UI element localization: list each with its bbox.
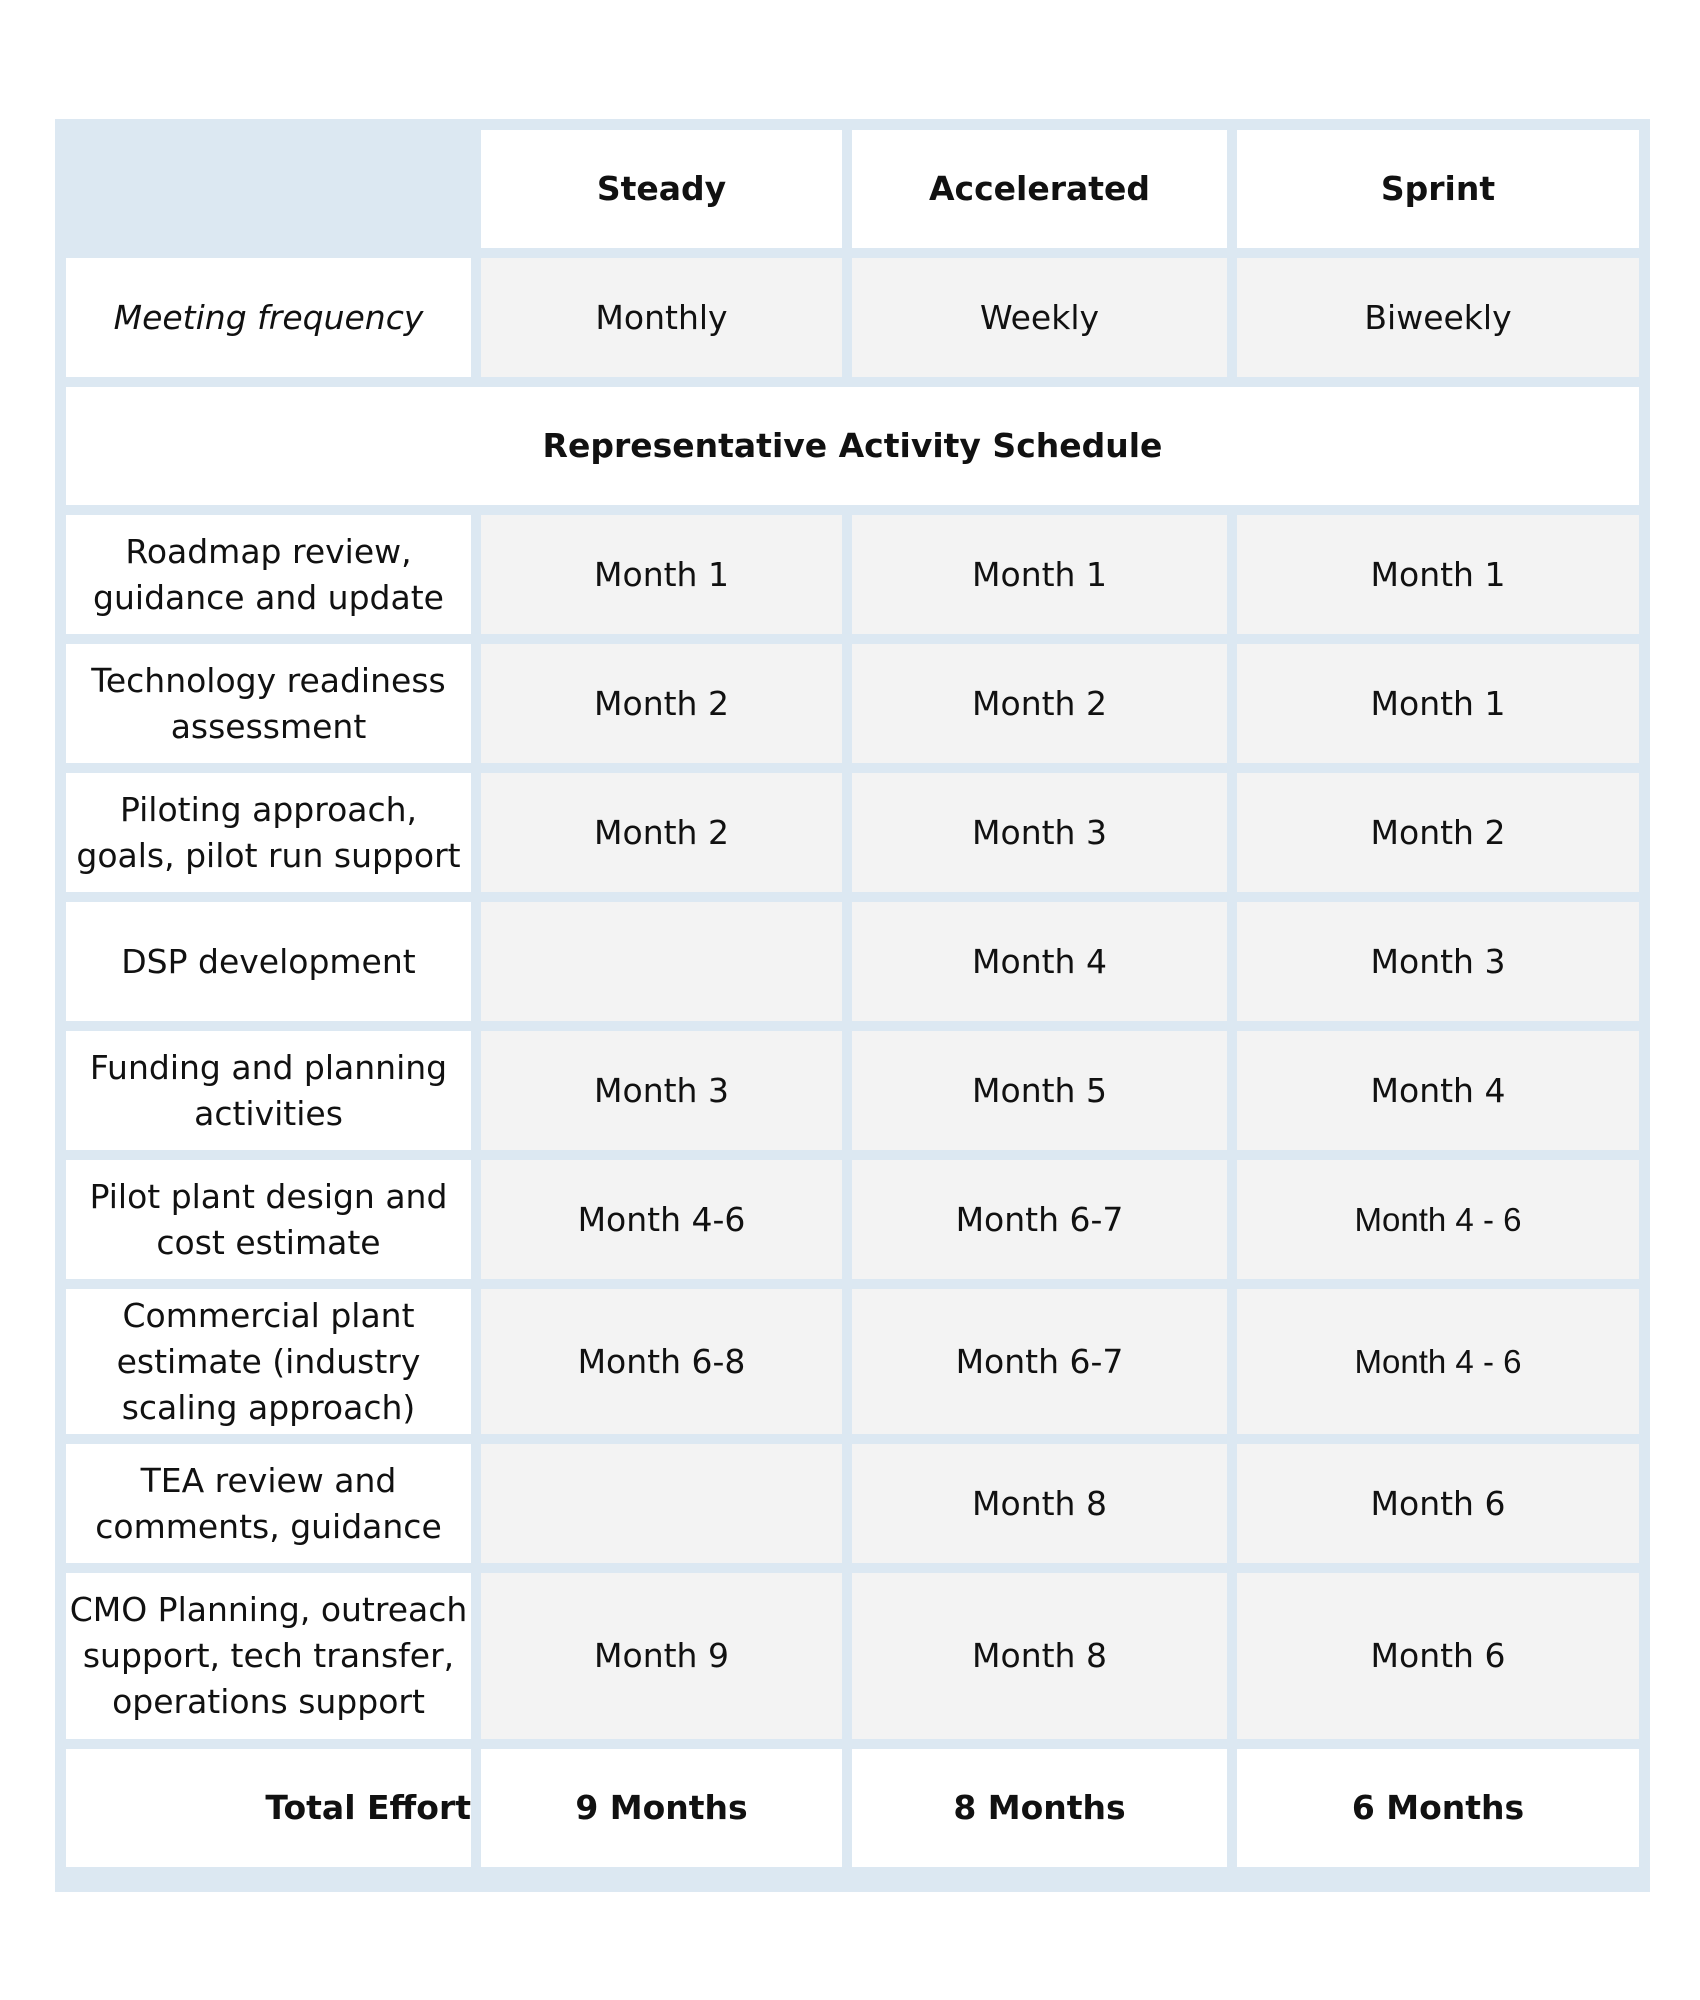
section-title: Representative Activity Schedule [66, 387, 1639, 505]
table-row [66, 1289, 1639, 1434]
row-label: Commercial plant estimate (industry scaling approach) [66, 1289, 471, 1434]
cell-accelerated: Month 6-7 [852, 1289, 1227, 1434]
cell-sprint: Month 2 [1237, 773, 1639, 892]
row-label: Roadmap review, guidance and update [66, 515, 471, 634]
cell-steady: Month 4-6 [481, 1160, 842, 1279]
meeting-frequency-sprint: Biweekly [1237, 258, 1639, 377]
column-header-steady: Steady [481, 130, 842, 248]
table-row [66, 1031, 1639, 1150]
header-row [66, 130, 1639, 248]
row-label-total-effort: Total Effort [66, 1749, 471, 1867]
row-label: Funding and planning activities [66, 1031, 471, 1150]
total-sprint: 6 Months [1237, 1749, 1639, 1867]
table-row [66, 644, 1639, 763]
cell-accelerated: Month 1 [852, 515, 1227, 634]
row-label: Piloting approach, goals, pilot run support [66, 773, 471, 892]
cell-steady [481, 902, 842, 1021]
row-label: Technology readiness assessment [66, 644, 471, 763]
schedule-table [56, 120, 1649, 1877]
cell-sprint: Month 1 [1237, 515, 1639, 634]
cell-accelerated: Month 8 [852, 1573, 1227, 1739]
cell-steady: Month 3 [481, 1031, 842, 1150]
meeting-frequency-row [66, 258, 1639, 377]
cell-steady: Month 1 [481, 515, 842, 634]
total-steady: 9 Months [481, 1749, 842, 1867]
column-header-sprint: Sprint [1237, 130, 1639, 248]
cell-sprint: Month 6 [1237, 1573, 1639, 1739]
header-corner-cell [66, 130, 471, 248]
cell-accelerated: Month 5 [852, 1031, 1227, 1150]
cell-sprint: Month 4 [1237, 1031, 1639, 1150]
row-label: Pilot plant design and cost estimate [66, 1160, 471, 1279]
cell-steady [481, 1444, 842, 1563]
cell-accelerated: Month 3 [852, 773, 1227, 892]
meeting-frequency-steady: Monthly [481, 258, 842, 377]
row-label: DSP development [66, 902, 471, 1021]
cell-sprint: Month 1 [1237, 644, 1639, 763]
table-row [66, 1444, 1639, 1563]
cell-steady: Month 6-8 [481, 1289, 842, 1434]
section-header-row [66, 387, 1639, 505]
cell-steady: Month 2 [481, 773, 842, 892]
cell-sprint: Month 4 - 6 [1237, 1289, 1639, 1434]
row-label: CMO Planning, outreach support, tech transfer, operations support [66, 1573, 471, 1739]
cell-accelerated: Month 8 [852, 1444, 1227, 1563]
total-effort-row [66, 1749, 1639, 1867]
cell-accelerated: Month 6-7 [852, 1160, 1227, 1279]
table-row [66, 1573, 1639, 1739]
cell-steady: Month 9 [481, 1573, 842, 1739]
cell-steady: Month 2 [481, 644, 842, 763]
meeting-frequency-accelerated: Weekly [852, 258, 1227, 377]
table-row [66, 1160, 1639, 1279]
schedule-table-frame [55, 119, 1650, 1892]
cell-sprint: Month 4 - 6 [1237, 1160, 1639, 1279]
cell-accelerated: Month 4 [852, 902, 1227, 1021]
row-label-meeting-frequency: Meeting frequency [66, 258, 471, 377]
column-header-accelerated: Accelerated [852, 130, 1227, 248]
table-row [66, 773, 1639, 892]
cell-sprint: Month 3 [1237, 902, 1639, 1021]
total-accelerated: 8 Months [852, 1749, 1227, 1867]
row-label: TEA review and comments, guidance [66, 1444, 471, 1563]
table-row [66, 902, 1639, 1021]
cell-sprint: Month 6 [1237, 1444, 1639, 1563]
table-row [66, 515, 1639, 634]
cell-accelerated: Month 2 [852, 644, 1227, 763]
